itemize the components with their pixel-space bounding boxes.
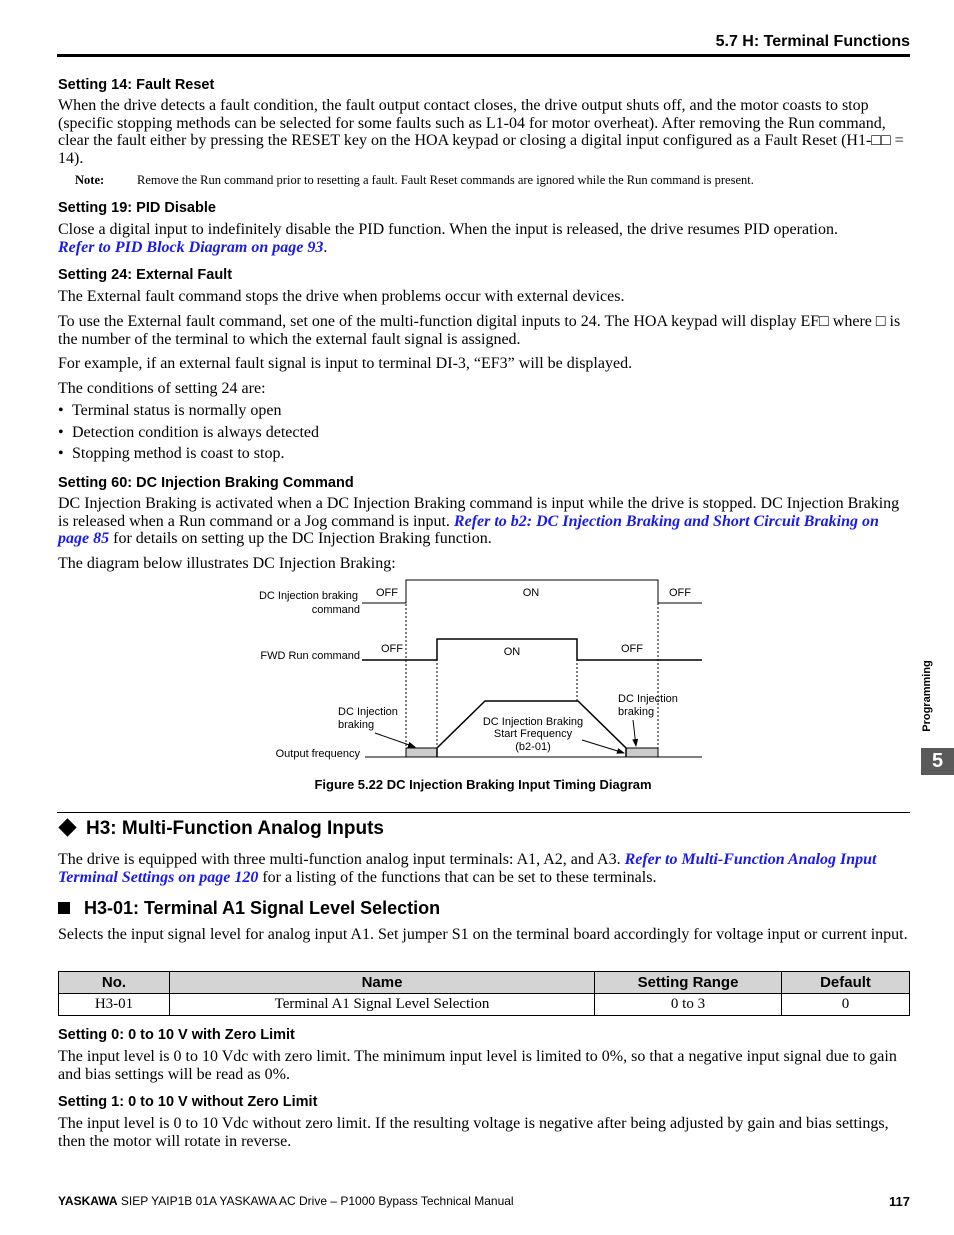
list-item: • Terminal status is normally open <box>58 402 282 419</box>
setting-24-heading: Setting 24: External Fault <box>58 267 233 283</box>
setting-24-p2: To use the External fault command, set one of the multi-function digital inputs to 24. The HOA keypad will display EF□ where □ is the number of the terminal to which the external fault signal is assigned. <box>58 313 901 348</box>
label: DC Injection Braking <box>482 716 584 728</box>
chapter-side-label <box>913 660 947 735</box>
label: DC Injection braking <box>258 590 358 602</box>
page-number: 117 <box>889 1194 910 1209</box>
label: ON <box>503 646 521 658</box>
table-cell: 0 <box>782 994 910 1016</box>
heading-text: H3: Multi-Function Analog Inputs <box>86 818 384 839</box>
text: . <box>323 238 328 256</box>
table-cell: H3-01 <box>59 994 170 1016</box>
section-rule <box>57 812 910 813</box>
arrow <box>375 733 415 747</box>
label: braking <box>338 719 375 731</box>
header-rule <box>57 54 910 57</box>
setting-0-body: The input level is 0 to 10 Vdc with zero limit. The minimum input level is limited to 0%, so that a negative input signal due to gain and bias settings will be read as 0%. <box>58 1048 897 1083</box>
column-header: Setting Range <box>595 972 782 994</box>
label: Output frequency <box>275 748 360 760</box>
setting-0-heading: Setting 0: 0 to 10 V with Zero Limit <box>58 1027 295 1043</box>
text: for a listing of the functions that can be set to these terminals. <box>258 868 657 886</box>
h3-01-heading <box>58 898 440 919</box>
chapter-tab: 5 <box>921 748 954 775</box>
setting-60-body <box>58 495 911 548</box>
setting-19-body <box>58 221 911 256</box>
dc-braking-link[interactable]: Refer to b2: DC Injection Braking and Short Circuit Braking on page 85 <box>58 512 879 547</box>
label: ON <box>522 587 540 599</box>
table-header-row <box>59 972 910 994</box>
setting-24-p1: The External fault command stops the drive when problems occur with external devices. <box>58 288 625 305</box>
column-header: No. <box>59 972 170 994</box>
diamond-icon <box>58 818 76 836</box>
label: (b2-01) <box>515 741 551 753</box>
list-text: Detection condition is always detected <box>72 424 320 441</box>
label: OFF <box>621 643 643 655</box>
label: OFF <box>669 587 691 599</box>
fwd-run-signal <box>362 639 702 660</box>
table-cell: Terminal A1 Signal Level Selection <box>170 994 595 1016</box>
text: for details on setting up the DC Injection Braking function. <box>109 530 492 547</box>
label: FWD Run command <box>260 650 360 662</box>
parameter-table <box>58 971 910 1016</box>
note-label: Note: <box>75 173 105 187</box>
footer-brand: YASKAWA <box>58 1194 118 1208</box>
list-text: Terminal status is normally open <box>72 402 282 419</box>
table-cell: 0 to 3 <box>595 994 782 1016</box>
analog-input-link[interactable]: Refer to Multi-Function Analog Input Terminal Settings on page 120 <box>58 851 877 886</box>
text: DC Injection Braking is activated when a DC Injection Braking command is input while the drive is stopped. DC Injection Braking is released when a Run command or a Jog command is input. <box>58 495 900 530</box>
footer-text: SIEP YAIP1B 01A YASKAWA AC Drive – P1000 Bypass Technical Manual <box>117 1194 514 1208</box>
label: DC Injection <box>338 706 398 718</box>
setting-24-p3: For example, if an external fault signal is input to terminal DI-3, “EF3” will be displayed. <box>58 355 633 372</box>
list-item: • Stopping method is coast to stop. <box>58 445 285 462</box>
timing-diagram <box>250 575 710 765</box>
arrow <box>582 740 624 753</box>
label: braking <box>618 706 655 718</box>
list-text: Stopping method is coast to stop. <box>72 445 285 462</box>
heading-text: H3-01: Terminal A1 Signal Level Selection <box>84 898 441 918</box>
label: DC Injection <box>618 693 678 705</box>
label: OFF <box>376 587 398 599</box>
note <box>75 173 754 188</box>
setting-60-p2: The diagram below illustrates DC Injection Braking: <box>58 555 396 572</box>
list-item: • Detection condition is always detected <box>58 424 320 441</box>
label: OFF <box>381 643 403 655</box>
table-row <box>59 994 910 1016</box>
footer <box>58 1194 514 1208</box>
h3-01-body: Selects the input signal level for analog input A1. Set jumper S1 on the terminal board accordingly for voltage input or current input. <box>58 926 908 943</box>
setting-1-body: The input level is 0 to 10 Vdc without zero limit. If the resulting voltage is negative after being adjusted by gain and bias settings, then the motor will rotate in reverse. <box>58 1115 889 1150</box>
setting-14-body: When the drive detects a fault condition, the fault output contact closes, the drive output shuts off, and the motor coasts to stop (specific stopping methods can be selected for some faults such as L1-04 for motor overheat). After removing the Run command, clear the fault either by pressing the RESET key on the HOA keypad or closing a digital input configured as a Fault Reset (H1-□□ = 14). <box>58 97 904 167</box>
setting-14-heading: Setting 14: Fault Reset <box>58 77 215 93</box>
h3-heading <box>58 818 384 840</box>
text: Close a digital input to indefinitely disable the PID function. When the input is released, the drive resumes PID operation. <box>58 221 838 238</box>
pid-diagram-link[interactable]: Refer to PID Block Diagram on page 93 <box>58 238 324 256</box>
braking-box-left <box>406 748 437 757</box>
h3-body <box>58 851 911 886</box>
square-bullet-icon <box>58 902 70 914</box>
setting-1-heading: Setting 1: 0 to 10 V without Zero Limit <box>58 1094 318 1110</box>
column-header: Default <box>782 972 910 994</box>
note-text: Remove the Run command prior to resetting a fault. Fault Reset commands are ignored while the Run command is present. <box>137 173 754 187</box>
setting-19-heading: Setting 19: PID Disable <box>58 200 216 216</box>
label: Start Frequency <box>493 728 573 740</box>
arrow <box>633 720 636 746</box>
setting-60-heading: Setting 60: DC Injection Braking Command <box>58 475 354 491</box>
chapter-label: Programming <box>920 660 933 732</box>
setting-24-p4: The conditions of setting 24 are: <box>58 380 266 397</box>
label: command <box>311 604 360 616</box>
section-header: 5.7 H: Terminal Functions <box>715 33 910 50</box>
text: The drive is equipped with three multi-function analog input terminals: A1, A2, and A3. <box>58 851 625 868</box>
braking-box-right <box>626 748 658 757</box>
column-header: Name <box>170 972 595 994</box>
figure-caption: Figure 5.22 DC Injection Braking Input Timing Diagram <box>314 777 652 792</box>
